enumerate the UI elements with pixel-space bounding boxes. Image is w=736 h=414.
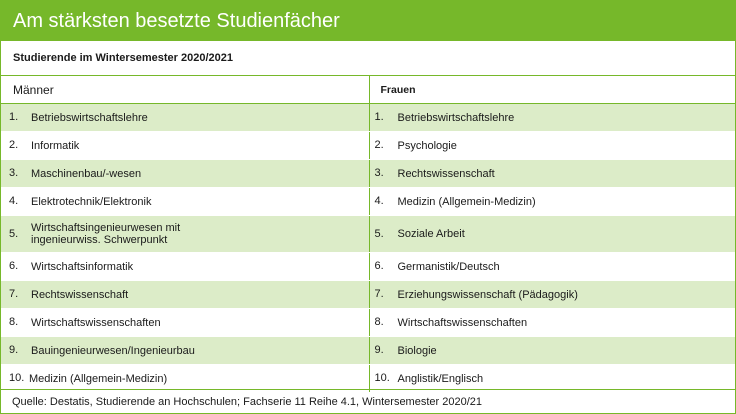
subject-women: Biologie [397, 344, 437, 357]
table-subtitle: Studierende im Wintersemester 2020/2021 [1, 41, 735, 76]
rank-number: 7. [9, 288, 19, 301]
table-row [1, 309, 735, 337]
subject-men: Bauingenieurwesen/Ingenieurbau [31, 344, 195, 357]
page-title: Am stärksten besetzte Studienfächer [1, 1, 735, 41]
table-row [1, 132, 735, 160]
subject-men-line-1: Wirtschaftsingenieurwesen mit [31, 222, 181, 234]
subject-women: Betriebswirtschaftslehre [397, 111, 515, 124]
rank-number: 4. [374, 195, 384, 208]
rank-number: 8. [374, 316, 384, 329]
subject-men: Betriebswirtschaftslehre [31, 111, 148, 124]
subject-women: Germanistik/Deutsch [397, 260, 500, 273]
rank-number: 6. [9, 260, 19, 273]
rank-number: 2. [9, 139, 19, 152]
subject-men: Rechtswissenschaft [31, 288, 129, 301]
table-row [1, 253, 735, 281]
rank-number: 7. [374, 288, 384, 301]
subject-men: Medizin (Allgemein-Medizin) [29, 372, 168, 385]
rank-number: 1. [9, 111, 19, 124]
subject-men [31, 222, 180, 246]
subject-men: Informatik [31, 139, 80, 152]
source-note: Quelle: Destatis, Studierende an Hochschulen; Fachserie 11 Reihe 4.1, Wintersemester 2020/21 [1, 389, 735, 413]
subject-women: Soziale Arbeit [397, 228, 465, 241]
subject-men: Maschinenbau/-wesen [31, 167, 142, 180]
rank-number: 8. [9, 316, 19, 329]
rank-number: 10. [9, 372, 25, 385]
rank-number: 9. [374, 344, 384, 357]
subject-women: Rechtswissenschaft [397, 167, 495, 180]
rank-number: 2. [374, 139, 384, 152]
table-row [1, 188, 735, 216]
subject-men: Elektrotechnik/Elektronik [31, 195, 152, 208]
subject-women: Erziehungswissenschaft (Pädagogik) [397, 288, 578, 301]
subject-women: Medizin (Allgemein-Medizin) [397, 195, 536, 208]
table-header-row [1, 76, 735, 104]
column-header-men: Männer [1, 76, 369, 104]
rank-number: 5. [374, 227, 384, 240]
subject-women: Psychologie [397, 139, 457, 152]
rank-number: 6. [374, 260, 384, 273]
table-row [1, 281, 735, 309]
rank-number: 10. [374, 372, 390, 385]
subject-women: Wirtschaftswissenschaften [397, 316, 528, 329]
ranking-table [1, 76, 735, 393]
rank-number: 4. [9, 195, 19, 208]
rank-number: 5. [9, 227, 19, 240]
rank-number: 9. [9, 344, 19, 357]
subject-men-line-2: ingenieurwiss. Schwerpunkt [31, 234, 168, 246]
rank-number: 3. [9, 167, 19, 180]
subject-men: Wirtschaftsinformatik [31, 260, 134, 273]
rank-number: 3. [374, 167, 384, 180]
subject-women: Anglistik/Englisch [397, 372, 484, 385]
table-row [1, 160, 735, 188]
table-row [1, 337, 735, 365]
rank-number: 1. [374, 111, 384, 124]
table-row [1, 216, 735, 253]
subject-men: Wirtschaftswissenschaften [31, 316, 161, 329]
table-row [1, 104, 735, 132]
column-header-women: Frauen [369, 76, 735, 104]
